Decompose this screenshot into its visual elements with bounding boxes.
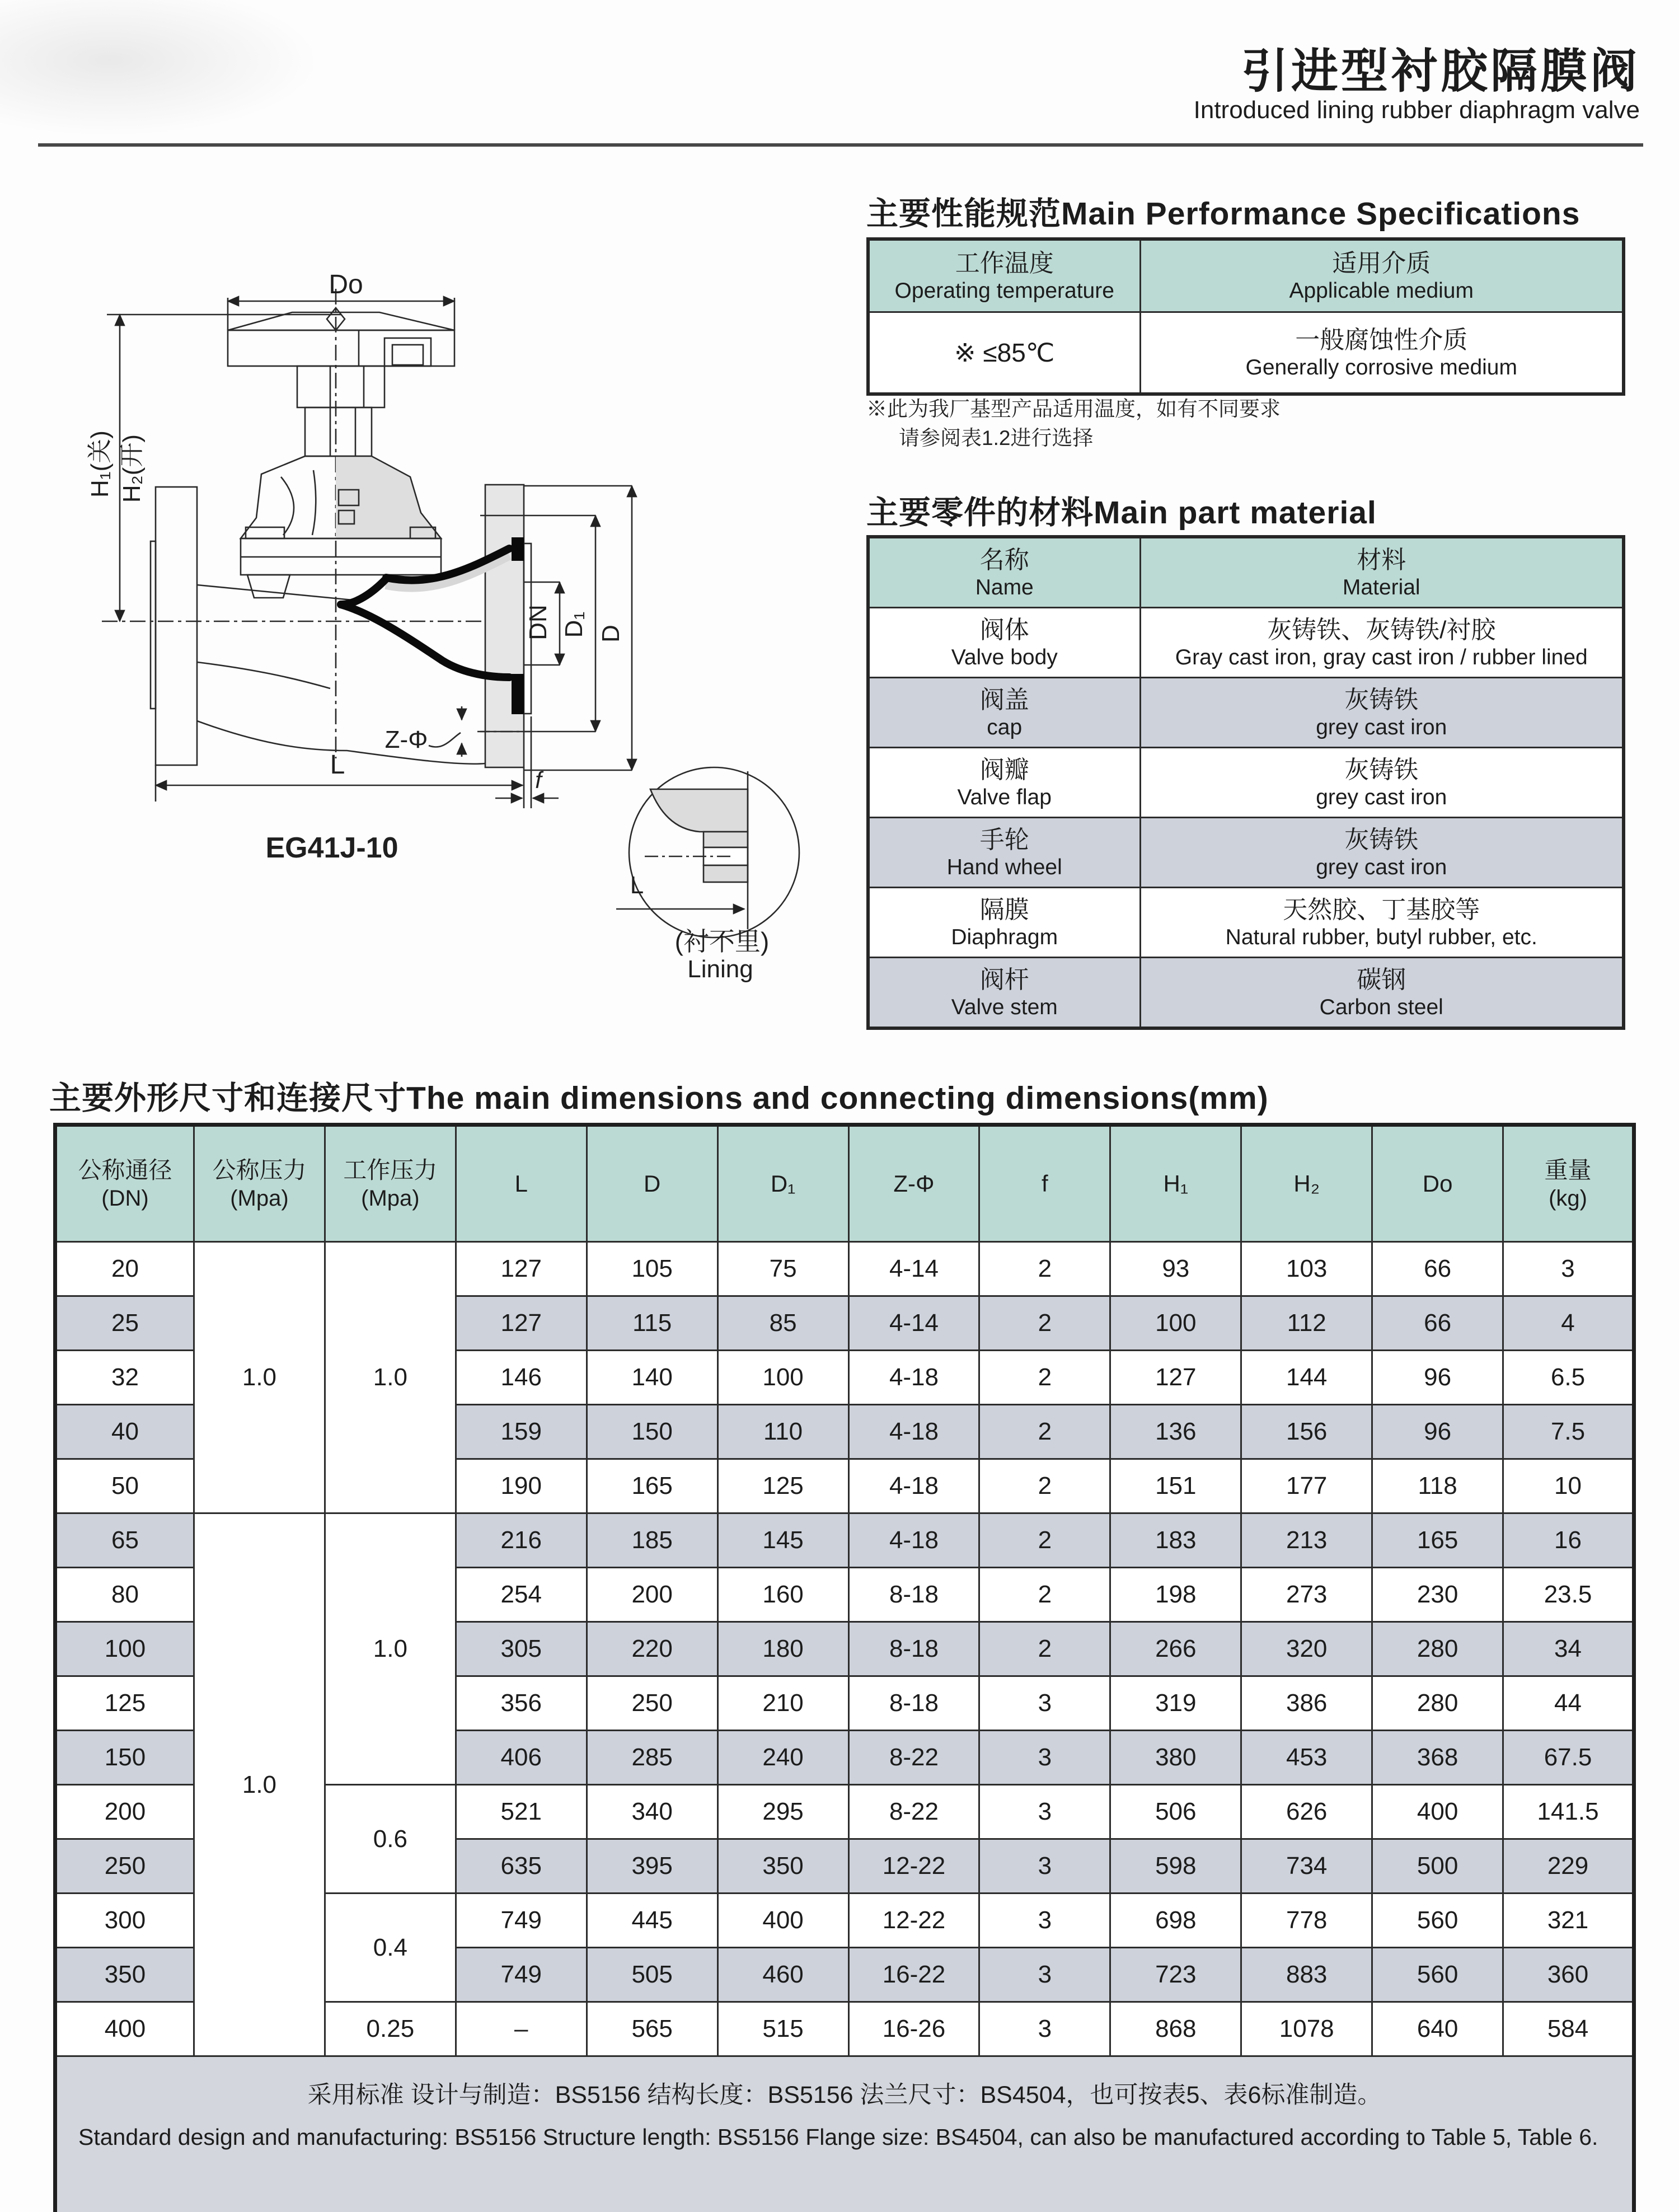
dim-value-cell: 254 bbox=[456, 1568, 587, 1622]
dim-value-cell: 395 bbox=[587, 1839, 717, 1894]
lining-label-cn: (衬不里) bbox=[674, 927, 770, 956]
material-value-cell bbox=[1140, 748, 1624, 818]
dims-header-cell bbox=[848, 1125, 979, 1242]
dim-value-cell: 210 bbox=[717, 1676, 848, 1731]
dim-value-cell: 350 bbox=[717, 1839, 848, 1894]
dim-value-cell: 280 bbox=[1372, 1676, 1503, 1731]
perf-header-temperature: 工作温度 Operating temperature bbox=[868, 239, 1140, 312]
dims-header-line1: f bbox=[1042, 1170, 1048, 1197]
dim-value-cell: 103 bbox=[1241, 1242, 1372, 1296]
dims-header-cell bbox=[55, 1125, 194, 1242]
dim-value-cell: 146 bbox=[456, 1351, 587, 1405]
material-cn: 碳钢 bbox=[1357, 966, 1406, 993]
dim-label-f: f bbox=[535, 767, 542, 793]
dim-value-cell: 400 bbox=[1372, 1785, 1503, 1839]
dim-value-cell: 598 bbox=[1110, 1839, 1241, 1894]
dim-value-cell: 34 bbox=[1503, 1622, 1634, 1676]
dim-value-cell: 3 bbox=[979, 1839, 1110, 1894]
dim-value-cell: 185 bbox=[587, 1513, 717, 1568]
dim-value-cell: 4-18 bbox=[848, 1351, 979, 1405]
dim-value-cell: 127 bbox=[456, 1296, 587, 1351]
dim-value-cell: 136 bbox=[1110, 1405, 1241, 1459]
dim-label-do: Do bbox=[329, 270, 363, 299]
dim-value-cell: 8-22 bbox=[848, 1785, 979, 1839]
dim-value-cell: 151 bbox=[1110, 1459, 1241, 1513]
dimensions-footer-en: Standard design and manufacturing: BS5156 Structure length: BS5156 Flange size: BS4504, can also be manufactured according to Table 5, Table 6. bbox=[78, 2124, 1598, 2150]
dim-value-cell: 6.5 bbox=[1503, 1351, 1634, 1405]
dn-cell: 200 bbox=[55, 1785, 194, 1839]
dim-value-cell: 127 bbox=[1110, 1351, 1241, 1405]
dn-cell: 100 bbox=[55, 1622, 194, 1676]
dim-value-cell: 67.5 bbox=[1503, 1731, 1634, 1785]
dims-header-cell bbox=[325, 1125, 456, 1242]
material-en: grey cast iron bbox=[1316, 855, 1447, 879]
dim-value-cell: 560 bbox=[1372, 1894, 1503, 1948]
dim-value-cell: 3 bbox=[979, 1894, 1110, 1948]
dim-value-cell: 150 bbox=[587, 1405, 717, 1459]
left-flange bbox=[156, 487, 197, 765]
dn-cell: 65 bbox=[55, 1513, 194, 1568]
dim-value-cell: 220 bbox=[587, 1622, 717, 1676]
dims-header-cell bbox=[194, 1125, 325, 1242]
material-en: grey cast iron bbox=[1316, 715, 1447, 739]
material-part-cell bbox=[868, 888, 1140, 958]
material-part-cell bbox=[868, 748, 1140, 818]
dim-value-cell: 340 bbox=[587, 1785, 717, 1839]
dim-value-cell: 125 bbox=[717, 1459, 848, 1513]
dim-value-cell: 4-18 bbox=[848, 1459, 979, 1513]
dn-cell: 25 bbox=[55, 1296, 194, 1351]
part-name-en: Hand wheel bbox=[946, 855, 1062, 879]
dim-value-cell: 2 bbox=[979, 1513, 1110, 1568]
dim-value-cell: 749 bbox=[456, 1894, 587, 1948]
dim-value-cell: 216 bbox=[456, 1513, 587, 1568]
dims-header-line1: 公称通径 bbox=[78, 1156, 172, 1183]
dim-value-cell: 110 bbox=[717, 1405, 848, 1459]
part-name-cn: 阀体 bbox=[979, 616, 1029, 644]
dim-label-l: L bbox=[330, 750, 345, 780]
dim-value-cell: 3 bbox=[979, 1731, 1110, 1785]
dimensions-table bbox=[53, 1123, 1636, 2212]
dim-label-h2: H₂(开) bbox=[118, 434, 146, 503]
part-name-cn: 阀瓣 bbox=[979, 756, 1029, 784]
dim-value-cell: 96 bbox=[1372, 1351, 1503, 1405]
dim-value-cell: 66 bbox=[1372, 1242, 1503, 1296]
dim-value-cell: 319 bbox=[1110, 1676, 1241, 1731]
part-name-cn: 手轮 bbox=[979, 826, 1029, 854]
nominal-pressure-cell: 1.0 bbox=[194, 1242, 325, 1513]
performance-footnote-1: ※此为我厂基型产品适用温度，如有不同要求 bbox=[866, 397, 1281, 420]
dim-value-cell: 460 bbox=[717, 1948, 848, 2002]
dim-value-cell: 144 bbox=[1241, 1351, 1372, 1405]
dim-value-cell: 386 bbox=[1241, 1676, 1372, 1731]
dim-value-cell: 96 bbox=[1372, 1405, 1503, 1459]
dims-header-line1: Z-Φ bbox=[893, 1170, 935, 1197]
dim-value-cell: 177 bbox=[1241, 1459, 1372, 1513]
dim-value-cell: 44 bbox=[1503, 1676, 1634, 1731]
dim-value-cell: 85 bbox=[717, 1296, 848, 1351]
working-pressure-cell: 0.25 bbox=[325, 2002, 456, 2056]
material-value-cell bbox=[1140, 678, 1624, 748]
dim-value-cell: 505 bbox=[587, 1948, 717, 2002]
dim-value-cell: 100 bbox=[717, 1351, 848, 1405]
dim-value-cell: 23.5 bbox=[1503, 1568, 1634, 1622]
material-value-cell bbox=[1140, 958, 1624, 1029]
dim-value-cell: 778 bbox=[1241, 1894, 1372, 1948]
dim-value-cell: 4-18 bbox=[848, 1405, 979, 1459]
dims-header-line1: Do bbox=[1422, 1170, 1453, 1197]
dim-value-cell: 183 bbox=[1110, 1513, 1241, 1568]
dn-cell: 150 bbox=[55, 1731, 194, 1785]
performance-table bbox=[866, 237, 1625, 396]
dim-value-cell: 1078 bbox=[1241, 2002, 1372, 2056]
dim-value-cell: 12-22 bbox=[848, 1839, 979, 1894]
dim-value-cell: 2 bbox=[979, 1405, 1110, 1459]
material-row bbox=[868, 818, 1624, 888]
dim-value-cell: 565 bbox=[587, 2002, 717, 2056]
perf-temperature-value: ※ ≤85℃ bbox=[868, 312, 1140, 395]
working-pressure-cell: 1.0 bbox=[325, 1242, 456, 1513]
dim-value-cell: 321 bbox=[1503, 1894, 1634, 1948]
dim-value-cell: 213 bbox=[1241, 1513, 1372, 1568]
dim-value-cell: 560 bbox=[1372, 1948, 1503, 2002]
material-part-cell bbox=[868, 678, 1140, 748]
material-row bbox=[868, 958, 1624, 1029]
dn-cell: 125 bbox=[55, 1676, 194, 1731]
dim-value-cell: – bbox=[456, 2002, 587, 2056]
dim-value-cell: 584 bbox=[1503, 2002, 1634, 2056]
dim-value-cell: 4-14 bbox=[848, 1242, 979, 1296]
dim-value-cell: 229 bbox=[1503, 1839, 1634, 1894]
dim-value-cell: 749 bbox=[456, 1948, 587, 2002]
material-part-cell bbox=[868, 958, 1140, 1029]
dn-cell: 250 bbox=[55, 1839, 194, 1894]
dim-label-zphi: Z-Φ bbox=[384, 726, 428, 753]
dim-value-cell: 240 bbox=[717, 1731, 848, 1785]
material-value-cell bbox=[1140, 608, 1624, 678]
dim-value-cell: 10 bbox=[1503, 1459, 1634, 1513]
page-subtitle: Introduced lining rubber diaphragm valve bbox=[1193, 96, 1640, 124]
dn-cell: 300 bbox=[55, 1894, 194, 1948]
nominal-pressure-cell: 1.0 bbox=[194, 1513, 325, 2056]
dn-cell: 20 bbox=[55, 1242, 194, 1296]
dimensions-footer-cn: 采用标准 设计与制造：BS5156 结构长度：BS5156 法兰尺寸：BS4504，也可按表5、表6标准制造。 bbox=[307, 2082, 1382, 2108]
dim-value-cell: 723 bbox=[1110, 1948, 1241, 2002]
dimensions-footer bbox=[55, 2056, 1634, 2212]
part-name-en: Diaphragm bbox=[951, 925, 1058, 949]
dim-value-cell: 2 bbox=[979, 1296, 1110, 1351]
dim-value-cell: 515 bbox=[717, 2002, 848, 2056]
dim-value-cell: 8-18 bbox=[848, 1622, 979, 1676]
dim-value-cell: 160 bbox=[717, 1568, 848, 1622]
dims-row bbox=[55, 1513, 1634, 1568]
dim-value-cell: 273 bbox=[1241, 1568, 1372, 1622]
dimensions-title: 主要外形尺寸和连接尺寸The main dimensions and connecting dimensions(mm) bbox=[49, 1080, 1269, 1116]
dim-value-cell: 320 bbox=[1241, 1622, 1372, 1676]
dim-value-cell: 506 bbox=[1110, 1785, 1241, 1839]
dim-value-cell: 2 bbox=[979, 1459, 1110, 1513]
dim-value-cell: 400 bbox=[717, 1894, 848, 1948]
dim-value-cell: 521 bbox=[456, 1785, 587, 1839]
dims-header-line1: L bbox=[514, 1170, 528, 1197]
dims-header-cell bbox=[1372, 1125, 1503, 1242]
handwheel bbox=[228, 330, 454, 366]
dims-header-line1: 重量 bbox=[1544, 1156, 1592, 1183]
part-name-cn: 隔膜 bbox=[979, 896, 1029, 924]
dim-value-cell: 280 bbox=[1372, 1622, 1503, 1676]
right-flange bbox=[485, 485, 524, 767]
dim-value-cell: 100 bbox=[1110, 1296, 1241, 1351]
dim-value-cell: 16-22 bbox=[848, 1948, 979, 2002]
dim-value-cell: 230 bbox=[1372, 1568, 1503, 1622]
dim-value-cell: 141.5 bbox=[1503, 1785, 1634, 1839]
dims-header-line2: (Mpa) bbox=[230, 1186, 289, 1211]
dim-value-cell: 356 bbox=[456, 1676, 587, 1731]
materials-header-material: 材料 Material bbox=[1140, 537, 1624, 608]
material-value-cell bbox=[1140, 888, 1624, 958]
dim-value-cell: 360 bbox=[1503, 1948, 1634, 2002]
dim-value-cell: 16-26 bbox=[848, 2002, 979, 2056]
dim-value-cell: 159 bbox=[456, 1405, 587, 1459]
dn-cell: 40 bbox=[55, 1405, 194, 1459]
material-en: grey cast iron bbox=[1316, 785, 1447, 809]
performance-footnote-2: 请参阅表1.2进行选择 bbox=[899, 427, 1094, 449]
dim-value-cell: 3 bbox=[979, 1676, 1110, 1731]
dims-header-cell bbox=[979, 1125, 1110, 1242]
material-en: Carbon steel bbox=[1319, 995, 1443, 1019]
dim-value-cell: 734 bbox=[1241, 1839, 1372, 1894]
working-pressure-cell: 0.4 bbox=[325, 1894, 456, 2002]
dim-value-cell: 4 bbox=[1503, 1296, 1634, 1351]
dim-value-cell: 105 bbox=[587, 1242, 717, 1296]
material-cn: 灰铸铁、灰铸铁/衬胶 bbox=[1267, 616, 1496, 644]
part-name-en: Valve body bbox=[951, 645, 1058, 669]
dim-value-cell: 200 bbox=[587, 1568, 717, 1622]
material-part-cell bbox=[868, 608, 1140, 678]
dims-header-line2: (DN) bbox=[101, 1186, 149, 1211]
material-cn: 灰铸铁 bbox=[1344, 826, 1419, 854]
dim-value-cell: 118 bbox=[1372, 1459, 1503, 1513]
material-en: Natural rubber, butyl rubber, etc. bbox=[1225, 925, 1537, 949]
part-name-en: Valve flap bbox=[957, 785, 1052, 809]
dim-label-dn: DN bbox=[524, 604, 552, 640]
materials-table bbox=[866, 535, 1625, 1030]
perf-header-medium: 适用介质 Applicable medium bbox=[1140, 239, 1624, 312]
dim-value-cell: 112 bbox=[1241, 1296, 1372, 1351]
dim-value-cell: 2 bbox=[979, 1568, 1110, 1622]
material-value-cell bbox=[1140, 818, 1624, 888]
dim-value-cell: 156 bbox=[1241, 1405, 1372, 1459]
stem-housing bbox=[297, 366, 384, 407]
dim-value-cell: 250 bbox=[587, 1676, 717, 1731]
dims-header-cell bbox=[587, 1125, 717, 1242]
dim-value-cell: 180 bbox=[717, 1622, 848, 1676]
dim-value-cell: 3 bbox=[979, 2002, 1110, 2056]
dims-row bbox=[55, 1242, 1634, 1296]
material-row bbox=[868, 888, 1624, 958]
dim-value-cell: 7.5 bbox=[1503, 1405, 1634, 1459]
dim-value-cell: 868 bbox=[1110, 2002, 1241, 2056]
material-row bbox=[868, 748, 1624, 818]
dims-header-cell bbox=[1241, 1125, 1372, 1242]
dim-value-cell: 295 bbox=[717, 1785, 848, 1839]
working-pressure-cell: 0.6 bbox=[325, 1785, 456, 1894]
part-name-en: cap bbox=[987, 715, 1023, 739]
dim-value-cell: 165 bbox=[587, 1459, 717, 1513]
dims-header-line1: H₂ bbox=[1293, 1170, 1320, 1197]
valve-drawing bbox=[50, 235, 845, 1108]
dim-value-cell: 66 bbox=[1372, 1296, 1503, 1351]
dim-value-cell: 115 bbox=[587, 1296, 717, 1351]
dims-header-line1: 公称压力 bbox=[212, 1156, 307, 1183]
material-cn: 灰铸铁 bbox=[1344, 756, 1419, 784]
working-pressure-cell: 1.0 bbox=[325, 1513, 456, 1785]
materials-header-name: 名称 Name bbox=[868, 537, 1140, 608]
perf-medium-value: 一般腐蚀性介质 Generally corrosive medium bbox=[1140, 312, 1624, 395]
dims-header-line1: 工作压力 bbox=[343, 1156, 438, 1183]
dim-value-cell: 4-14 bbox=[848, 1296, 979, 1351]
dim-value-cell: 140 bbox=[587, 1351, 717, 1405]
dim-value-cell: 198 bbox=[1110, 1568, 1241, 1622]
dim-value-cell: 145 bbox=[717, 1513, 848, 1568]
dim-value-cell: 453 bbox=[1241, 1731, 1372, 1785]
dim-value-cell: 3 bbox=[1503, 1242, 1634, 1296]
dims-header-line1: H₁ bbox=[1163, 1170, 1189, 1197]
dim-value-cell: 266 bbox=[1110, 1622, 1241, 1676]
valve-stem bbox=[305, 407, 372, 456]
dim-value-cell: 16 bbox=[1503, 1513, 1634, 1568]
dim-value-cell: 285 bbox=[587, 1731, 717, 1785]
page-title: 引进型衬胶隔膜阀 bbox=[1241, 45, 1640, 97]
materials-title: 主要零件的材料Main part material bbox=[866, 495, 1377, 531]
dn-cell: 350 bbox=[55, 1948, 194, 2002]
dim-value-cell: 4-18 bbox=[848, 1513, 979, 1568]
dim-value-cell: 3 bbox=[979, 1785, 1110, 1839]
dim-value-cell: 8-22 bbox=[848, 1731, 979, 1785]
dim-value-cell: 3 bbox=[979, 1948, 1110, 2002]
performance-title: 主要性能规范Main Performance Specifications bbox=[866, 196, 1580, 232]
dim-value-cell: 8-18 bbox=[848, 1568, 979, 1622]
dims-header-cell bbox=[1110, 1125, 1241, 1242]
model-label: EG41J-10 bbox=[265, 832, 398, 864]
material-en: Gray cast iron, gray cast iron / rubber lined bbox=[1175, 645, 1588, 669]
header-divider bbox=[38, 143, 1643, 147]
dim-value-cell: 380 bbox=[1110, 1731, 1241, 1785]
dims-header-cell bbox=[456, 1125, 587, 1242]
dim-value-cell: 75 bbox=[717, 1242, 848, 1296]
dim-value-cell: 305 bbox=[456, 1622, 587, 1676]
scan-smudge bbox=[0, 0, 313, 134]
dn-cell: 50 bbox=[55, 1459, 194, 1513]
dim-value-cell: 500 bbox=[1372, 1839, 1503, 1894]
dims-header-line1: D bbox=[644, 1170, 661, 1197]
lining-label-en: Lining bbox=[687, 955, 753, 983]
dim-value-cell: 698 bbox=[1110, 1894, 1241, 1948]
dim-label-d: D bbox=[597, 625, 625, 643]
dn-cell: 32 bbox=[55, 1351, 194, 1405]
dims-header-line2: (Mpa) bbox=[361, 1186, 420, 1211]
material-row bbox=[868, 608, 1624, 678]
material-cn: 天然胶、丁基胶等 bbox=[1283, 896, 1480, 924]
dim-value-cell: 190 bbox=[456, 1459, 587, 1513]
dim-value-cell: 883 bbox=[1241, 1948, 1372, 2002]
dim-value-cell: 93 bbox=[1110, 1242, 1241, 1296]
dim-value-cell: 12-22 bbox=[848, 1894, 979, 1948]
dims-header-line1: D₁ bbox=[770, 1170, 796, 1197]
material-part-cell bbox=[868, 818, 1140, 888]
dim-value-cell: 406 bbox=[456, 1731, 587, 1785]
detail-label-l: L bbox=[630, 871, 644, 899]
dims-header-line2: (kg) bbox=[1549, 1186, 1587, 1211]
dim-value-cell: 2 bbox=[979, 1351, 1110, 1405]
part-name-cn: 阀杆 bbox=[979, 966, 1029, 993]
part-name-cn: 阀盖 bbox=[979, 686, 1029, 714]
material-row bbox=[868, 678, 1624, 748]
part-name-en: Valve stem bbox=[951, 995, 1058, 1019]
material-cn: 灰铸铁 bbox=[1344, 686, 1419, 714]
dn-cell: 400 bbox=[55, 2002, 194, 2056]
dim-label-h1: H₁(关) bbox=[86, 430, 114, 498]
dim-value-cell: 626 bbox=[1241, 1785, 1372, 1839]
dim-label-d1: D₁ bbox=[560, 611, 588, 638]
dn-cell: 80 bbox=[55, 1568, 194, 1622]
dim-value-cell: 640 bbox=[1372, 2002, 1503, 2056]
dim-value-cell: 368 bbox=[1372, 1731, 1503, 1785]
dim-value-cell: 2 bbox=[979, 1622, 1110, 1676]
dim-value-cell: 445 bbox=[587, 1894, 717, 1948]
dims-header-cell bbox=[717, 1125, 848, 1242]
dim-value-cell: 8-18 bbox=[848, 1676, 979, 1731]
dims-header-cell bbox=[1503, 1125, 1634, 1242]
dim-value-cell: 2 bbox=[979, 1242, 1110, 1296]
dim-value-cell: 635 bbox=[456, 1839, 587, 1894]
dim-value-cell: 127 bbox=[456, 1242, 587, 1296]
dim-value-cell: 165 bbox=[1372, 1513, 1503, 1568]
